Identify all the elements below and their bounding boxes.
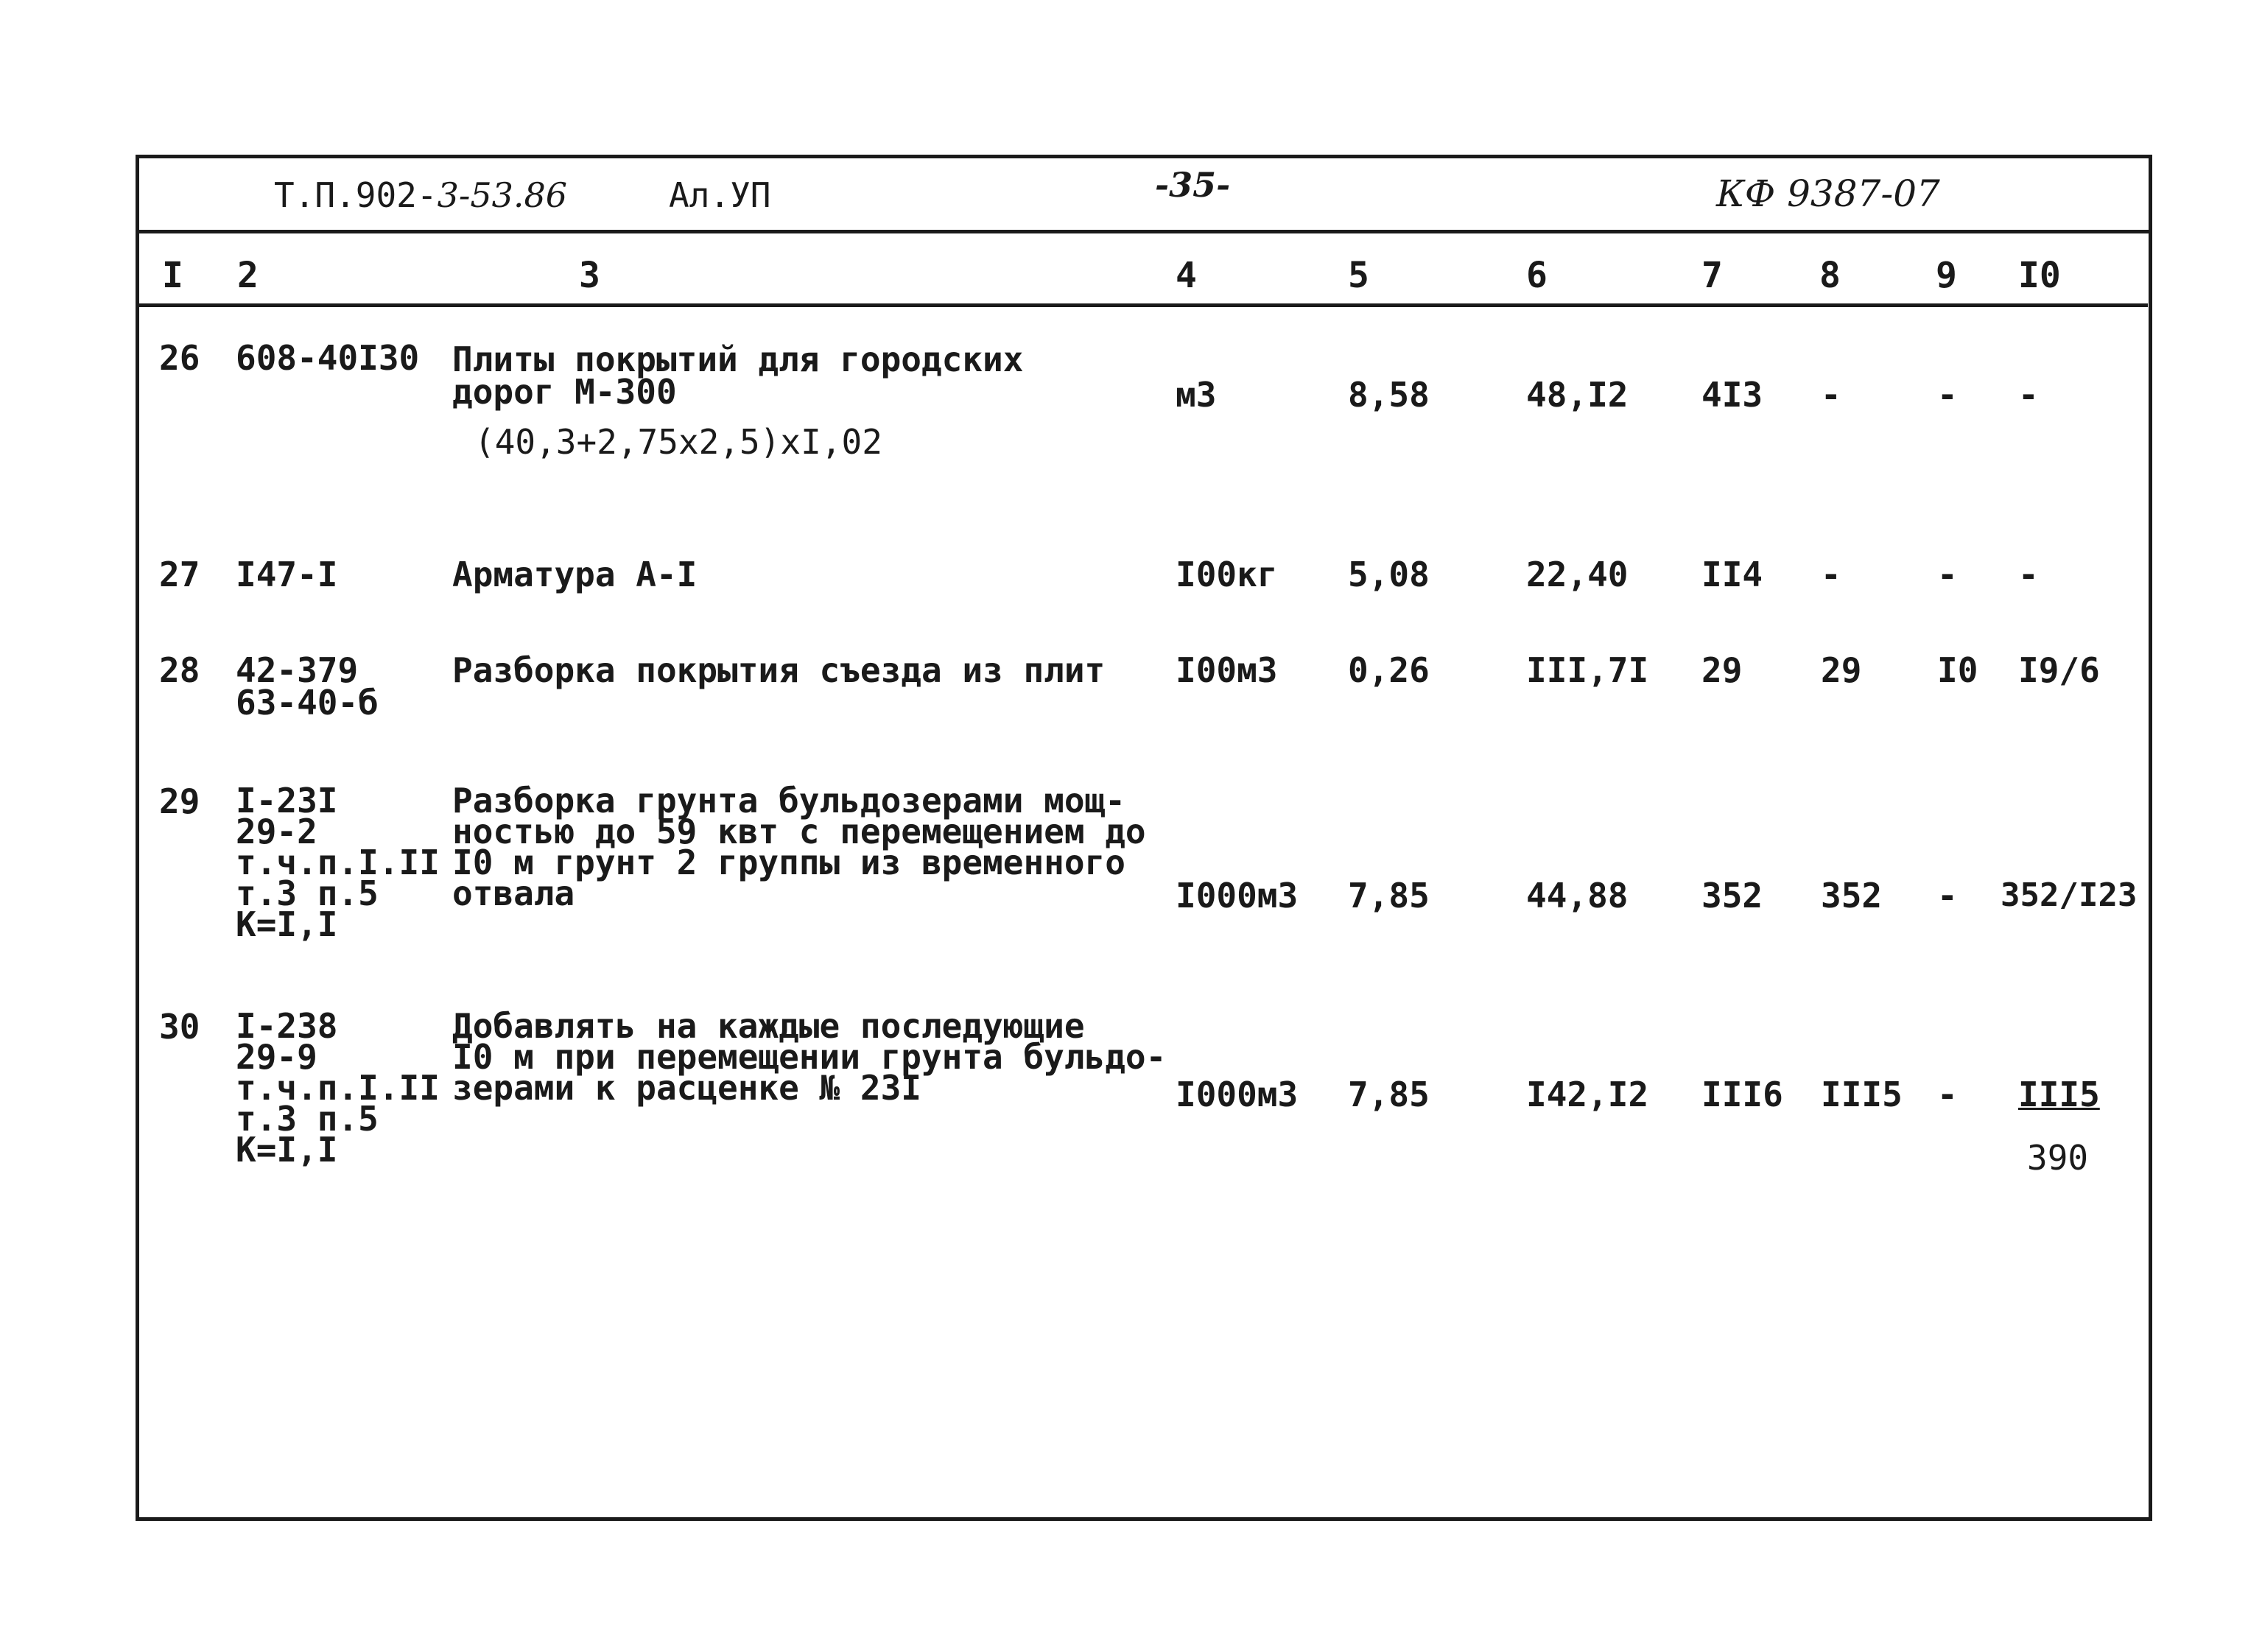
work-description: I0 м при перемещении грунта бульдо- [452, 1037, 1167, 1077]
rate-code: К=I,I [236, 1130, 338, 1170]
column-7-value: II4 [1701, 555, 1763, 594]
column-8-value: 29 [1821, 650, 1862, 690]
work-description: Добавлять на каждые последующие [452, 1006, 1085, 1046]
rate-code: I-238 [236, 1006, 338, 1046]
quantity: 7,85 [1348, 876, 1430, 915]
column-7-value: 352 [1701, 876, 1763, 915]
document-code [274, 175, 567, 215]
work-description: I0 м грунт 2 группы из временного [452, 843, 1125, 882]
row-number: 29 [159, 781, 200, 821]
album-label: Ал.УП [669, 175, 771, 215]
column-10-total: 390 [2027, 1138, 2089, 1178]
rate-code: К=I,I [236, 904, 338, 944]
row-number: 26 [159, 338, 200, 378]
unit: I00кг [1176, 555, 1278, 594]
rate-code: I47-I [236, 555, 338, 594]
column-number: 9 [1936, 255, 1957, 296]
column-number: 4 [1176, 255, 1197, 296]
quantity: 0,26 [1348, 650, 1430, 690]
column-number: 2 [237, 255, 259, 296]
unit-price: 22,40 [1526, 555, 1629, 594]
work-description: дорог М-300 [452, 372, 677, 412]
rate-code: т.3 п.5 [236, 1099, 379, 1139]
unit-price: 48,I2 [1526, 375, 1629, 415]
rate-code: 608-40I30 [236, 338, 420, 378]
column-8-value: III5 [1821, 1075, 1903, 1114]
column-8-value: 352 [1821, 876, 1883, 915]
rate-code: 29-9 [236, 1037, 317, 1077]
column-number: I0 [2018, 255, 2061, 296]
column-number: 5 [1348, 255, 1369, 296]
header-divider [137, 230, 2151, 233]
quantity: 8,58 [1348, 375, 1430, 415]
document-code-prefix: Т.П.902- [274, 175, 438, 215]
work-description: зерами к расценке № 23I [452, 1068, 921, 1108]
work-description: Арматура А-I [452, 555, 698, 594]
quantity: 7,85 [1348, 1075, 1430, 1114]
archive-stamp: КФ 9387-07 [1716, 172, 1940, 215]
page-number: -35- [1155, 165, 1231, 205]
rate-code: I-23I [236, 781, 338, 820]
column-8-value: - [1821, 555, 1841, 594]
row-number: 27 [159, 555, 200, 594]
column-number: 3 [579, 255, 600, 296]
column-number: 8 [1819, 255, 1841, 296]
document-code-handwritten: 3-53.86 [437, 175, 568, 215]
column-9-value: - [1937, 555, 1958, 594]
rate-code: 42-379 [236, 650, 359, 690]
unit-price: 44,88 [1526, 876, 1629, 915]
quantity: 5,08 [1348, 555, 1430, 594]
work-description: Разборка покрытия съезда из плит [452, 650, 1106, 690]
column-9-value: - [1937, 876, 1958, 915]
unit-price: I42,I2 [1526, 1075, 1649, 1114]
column-9-value: - [1937, 375, 1958, 415]
work-description: Плиты покрытий для городских [452, 340, 1024, 379]
column-8-value: - [1821, 375, 1841, 415]
column-9-value: I0 [1937, 650, 1978, 690]
row-number: 28 [159, 650, 200, 690]
column-10-value: - [2018, 375, 2039, 415]
column-7-value: III6 [1701, 1075, 1783, 1114]
unit-price: III,7I [1526, 650, 1649, 690]
work-description: отвала [452, 874, 575, 913]
unit: I000м3 [1176, 1075, 1299, 1114]
rate-code: 63-40-б [236, 683, 379, 723]
unit: I00м3 [1176, 650, 1278, 690]
rate-code: 29-2 [236, 812, 317, 851]
rate-code: т.ч.п.I.II [236, 843, 440, 882]
volume-formula: (40,3+2,75х2,5)хI,02 [474, 422, 882, 462]
work-description: Разборка грунта бульдозерами мощ- [452, 781, 1125, 820]
unit: м3 [1176, 375, 1217, 415]
column-9-value: - [1937, 1075, 1958, 1114]
row-number: 30 [159, 1007, 200, 1047]
rate-code: т.3 п.5 [236, 874, 379, 913]
work-description: ностью до 59 квт с перемещением до [452, 812, 1146, 851]
rate-code: т.ч.п.I.II [236, 1068, 440, 1108]
column-header-divider [137, 303, 2148, 307]
column-10-value: 352/I23 [2001, 876, 2138, 914]
column-7-value: 29 [1701, 650, 1743, 690]
column-10-value: I9/6 [2018, 650, 2100, 690]
column-number: 6 [1526, 255, 1548, 296]
column-10-value: III5 [2018, 1075, 2100, 1114]
column-7-value: 4I3 [1701, 375, 1763, 415]
column-number: I [162, 255, 183, 296]
column-number: 7 [1701, 255, 1723, 296]
unit: I000м3 [1176, 876, 1299, 915]
column-10-value: - [2018, 555, 2039, 594]
